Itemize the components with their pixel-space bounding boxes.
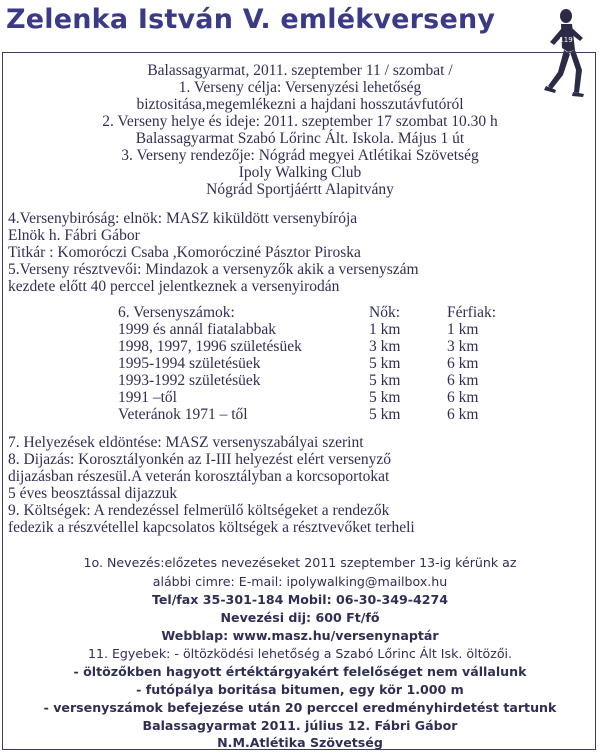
section7-line-3: dijazásban részesül.A veterán korosztályban a korcsoportokat	[8, 468, 390, 485]
header-line-8: Nógrád Sportjáértt Alapitvány	[206, 181, 394, 198]
section4-line-5: kezdete előtt 40 perccel jelentkeznek a versenyirodán	[8, 278, 340, 295]
table-cell: 5 km	[369, 372, 401, 389]
table-header-women: Nők:	[369, 304, 400, 321]
table-cell: 1995-1994 születésüek	[118, 355, 261, 372]
section10-line-7: - öltözőkben hagyott értéktárgyakért felelőséget nem vállalunk	[73, 664, 527, 679]
header-line-6: 3. Verseny rendezője: Nógrád megyei Atlétikai Szövetség	[121, 147, 479, 164]
table-cell: 6 km	[447, 355, 479, 372]
section10-line-2: alábbi cimre: E-mail: ipolywalking@mailbox.hu	[152, 574, 448, 589]
section10-line-3: Tel/fax 35-301-184 Mobil: 06-30-349-4274	[151, 592, 449, 607]
table-cell: 3 km	[369, 338, 401, 355]
section7-line-5: 9. Költségek: A rendezéssel felmerülő költségeket a rendezők	[8, 502, 390, 519]
table-cell: 5 km	[369, 355, 401, 372]
section10-line-8: - futópálya boritása bitumen, egy kör 1.000 m	[136, 682, 464, 697]
header-line-7: Ipoly Walking Club	[238, 164, 362, 181]
section10-line-6: 11. Egyebek: - öltözködési lehetőség a Szabó Lőrinc Ált Isk. öltözői.	[87, 646, 513, 661]
section10-line-4: Nevezési dij: 600 Ft/fő	[220, 610, 380, 625]
table-cell: 5 km	[369, 389, 401, 406]
table-cell: Veteránok 1971 – től	[118, 406, 248, 423]
table-cell: 1 km	[369, 321, 401, 338]
section7-line-4: 5 éves beosztással dijazzuk	[8, 485, 178, 502]
header-line-1: Balassagyarmat, 2011. szeptember 11 / szombat /	[147, 62, 453, 79]
table-cell: 1993-1992 születésüek	[118, 372, 261, 389]
section4-line-3: Titkár : Komoróczi Csaba ,Komorócziné Pásztor Piroska	[8, 244, 361, 261]
section10-line-9: - versenyszámok befejezése után 20 perccel eredményhirdetést tartunk	[43, 700, 557, 715]
section10-line-11: N.M.Atlétika Szövetség	[217, 735, 383, 750]
section4-line-2: Elnök h. Fábri Gábor	[8, 227, 140, 244]
section10-line-1: 1o. Nevezés:előzetes nevezéseket 2011 szeptember 13-ig kérünk az	[83, 555, 517, 570]
section4-line-4: 5.Verseny résztvevői: Mindazok a versenyzők akik a versenyszám	[8, 261, 419, 278]
section7-line-6: fedezik a részvétellel kapcsolatos költségek a résztvevőket terheli	[8, 519, 415, 536]
table-cell: 1991 –től	[118, 389, 177, 406]
header-line-5: Balassagyarmat Szabó Lőrinc Ált. Iskola. Május 1 út	[135, 130, 465, 147]
table-cell: 1998, 1997, 1996 születésüek	[118, 338, 302, 355]
header-line-2: 1. Verseny célja: Versenyzési lehetőség	[178, 79, 422, 96]
table-header-men: Férfiak:	[447, 304, 497, 321]
section10-line-5: Webblap: www.masz.hu/versenynaptár	[161, 628, 439, 643]
table-header-events: 6. Versenyszámok:	[118, 304, 235, 321]
section4-line-1: 4.Versenybiróság: elnök: MASZ kiküldött versenybírója	[8, 210, 358, 227]
table-cell: 6 km	[447, 389, 479, 406]
svg-text:119: 119	[559, 36, 573, 44]
header-line-4: 2. Verseny helye és ideje: 2011. szeptember 17 szombat 10.30 h	[102, 113, 498, 130]
section10-line-10: Balassagyarmat 2011. július 12. Fábri Gábor	[142, 718, 458, 733]
table-cell: 1 km	[447, 321, 479, 338]
table-cell: 1999 és annál fiatalabbak	[118, 321, 276, 338]
header-line-3: biztositása,megemlékezni a hajdani hosszutávfutóról	[136, 96, 464, 113]
table-cell: 5 km	[369, 406, 401, 423]
table-cell: 6 km	[447, 372, 479, 389]
page-title: Zelenka István V. emlékverseny	[6, 4, 496, 35]
table-cell: 3 km	[447, 338, 479, 355]
section7-line-2: 8. Dijazás: Korosztályonkén az I-III helyezést elért versenyző	[8, 451, 392, 468]
table-cell: 6 km	[447, 406, 479, 423]
section7-line-1: 7. Helyezések eldöntése: MASZ versenyszabályai szerint	[8, 434, 364, 451]
